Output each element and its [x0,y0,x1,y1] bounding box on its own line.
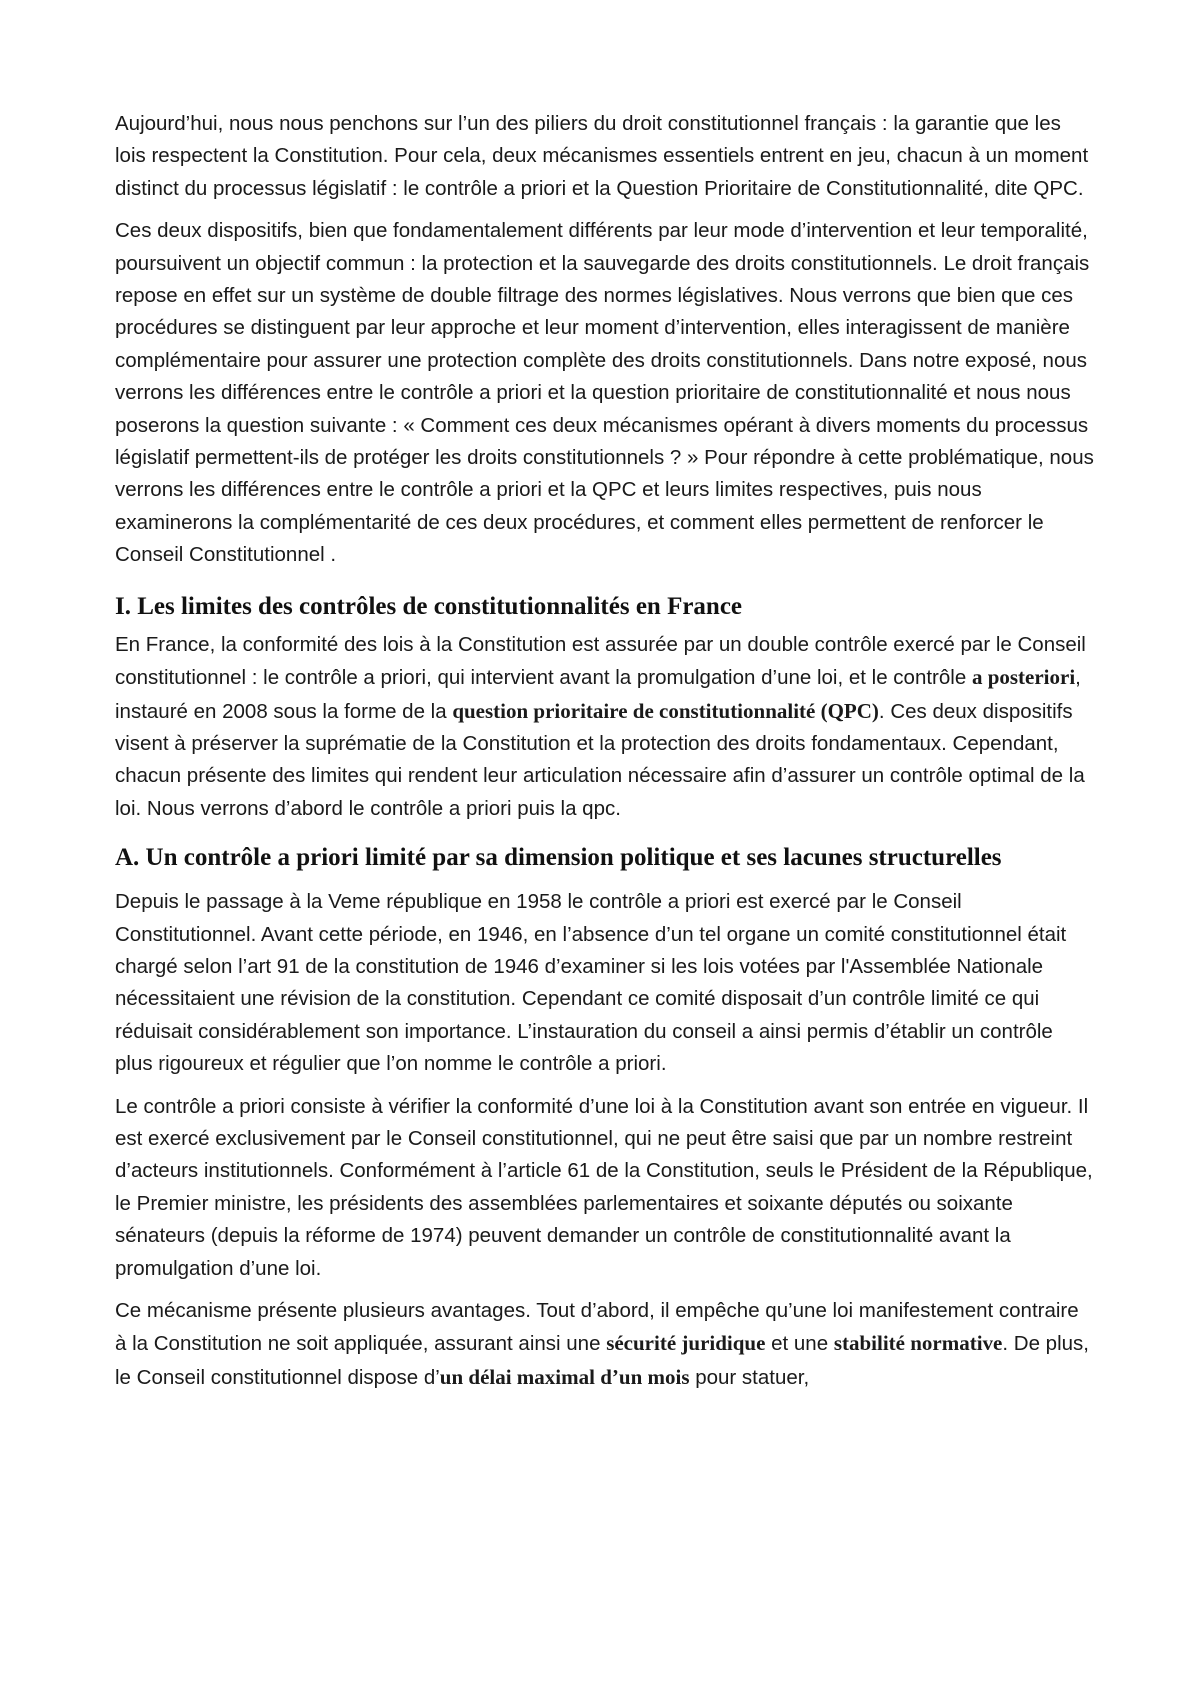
text-run: En France, la conformité des lois à la Constitution est assurée par un double contrôle exercé par le Conseil constitutionnel : le contrôle a priori, qui intervient avant la promulgation d’une loi, et le contrôle [115,632,1086,690]
bold-term-stabilite-normative: stabilité normative [833,1331,1003,1356]
intro-paragraph-2: Ces deux dispositifs, bien que fondamentalement différents par leur mode d’intervention et leur temporalité, poursuivent un objectif commun : la protection et la sauvegarde des droits constitutionnels. Le droit français repose en effet sur un système de double filtrage des normes législatives. Nous verrons que bien que ces procédures se distinguent par leur approche et leur moment d’intervention, elles interagissent de manière complémentaire pour assurer une protection complète des droits constitutionnels. Dans notre exposé, nous verrons les différences entre le contrôle a priori et la question prioritaire de constitutionnalité et nous nous poserons la question suivante : « Comment ces deux mécanismes opérant à divers moments du processus législatif permettent-ils de protéger les droits constitutionnels ? » Pour répondre à cette problématique, nous verrons les différences entre le contrôle a priori et la QPC et leurs limites respectives, puis nous examinerons la complémentarité de ces deux procédures, et comment elles permettent de renforcer le Conseil Constitutionnel . [115,219,1094,567]
text-run: . De plus, le Conseil constitutionnel dispose d’ [115,1332,1089,1389]
text-run: , instauré en 2008 sous la forme de la [115,666,1081,723]
document-page [115,108,1095,1404]
sectionA-paragraph-2: Le contrôle a priori consiste à vérifier la conformité d’une loi à la Constitution avant son entrée en vigueur. Il est exercé exclusivement par le Conseil constitutionnel, qui ne peut être saisi que par un nombre restreint d’acteurs institutionnels. Conformément à l’article 61 de la Constitution, seuls le Président de la République, le Premier ministre, les présidents des assemblées parlementaires et soixante députés ou soixante sénateurs (depuis la réforme de 1974) peuvent demander un contrôle de constitutionnalité avant la promulgation d’une loi. [115,1094,1093,1280]
sectionA-paragraph-1: Depuis le passage à la Veme république en 1958 le contrôle a priori est exercé par le Conseil Constitutionnel. Avant cette période, en 1946, en l’absence d’un tel organe un comité constitutionnel était chargé selon l’art 91 de la constitution de 1946 d’examiner si les lois votées par l'Assemblée Nationale nécessitaient une révision de la constitution. Cependant ce comité disposait d’un contrôle limité ce qui réduisait considérablement son importance. L’instauration du conseil a ainsi permis d’établir un contrôle plus rigoureux et régulier que l’on nomme le contrôle a priori. [115,890,1067,1076]
bold-term-a-posteriori: a posteriori [971,665,1076,690]
bold-term-qpc: question prioritaire de constitutionnalité (QPC) [452,698,879,723]
text-run: et une [765,1332,834,1356]
section-heading-1: I. Les limites des contrôles de constitutionnalités en France [115,592,743,620]
sectionA-paragraph-3 [115,1295,1095,1394]
subsection-heading-a: A. Un contrôle a priori limité par sa dimension politique et ses lacunes structurelles [115,844,1002,872]
text-run: . Ces deux dispositifs visent à préserver la suprématie de la Constitution et la protection des droits fondamentaux. Cependant, chacun présente des limites qui rendent leur articulation nécessaire afin d’assurer un contrôle optimal de la loi. Nous verrons d’abord le contrôle a priori puis la qpc. [115,699,1085,820]
text-run: Ce mécanisme présente plusieurs avantages. Tout d’abord, il empêche qu’une loi manifestement contraire à la Constitution ne soit appliquée, assurant ainsi une [115,1299,1079,1356]
intro-paragraph-1: Aujourd’hui, nous nous penchons sur l’un des piliers du droit constitutionnel français : la garantie que les lois respectent la Constitution. Pour cela, deux mécanismes essentiels entrent en jeu, chacun à un moment distinct du processus législatif : le contrôle a priori et la Question Prioritaire de Constitutionnalité, dite QPC. [115,112,1089,200]
section1-paragraph [115,629,1095,825]
bold-term-delai-maximal: un délai maximal d’un mois [439,1364,690,1389]
bold-term-securite-juridique: sécurité juridique [606,1331,766,1356]
text-run: pour statuer, [689,1365,810,1389]
